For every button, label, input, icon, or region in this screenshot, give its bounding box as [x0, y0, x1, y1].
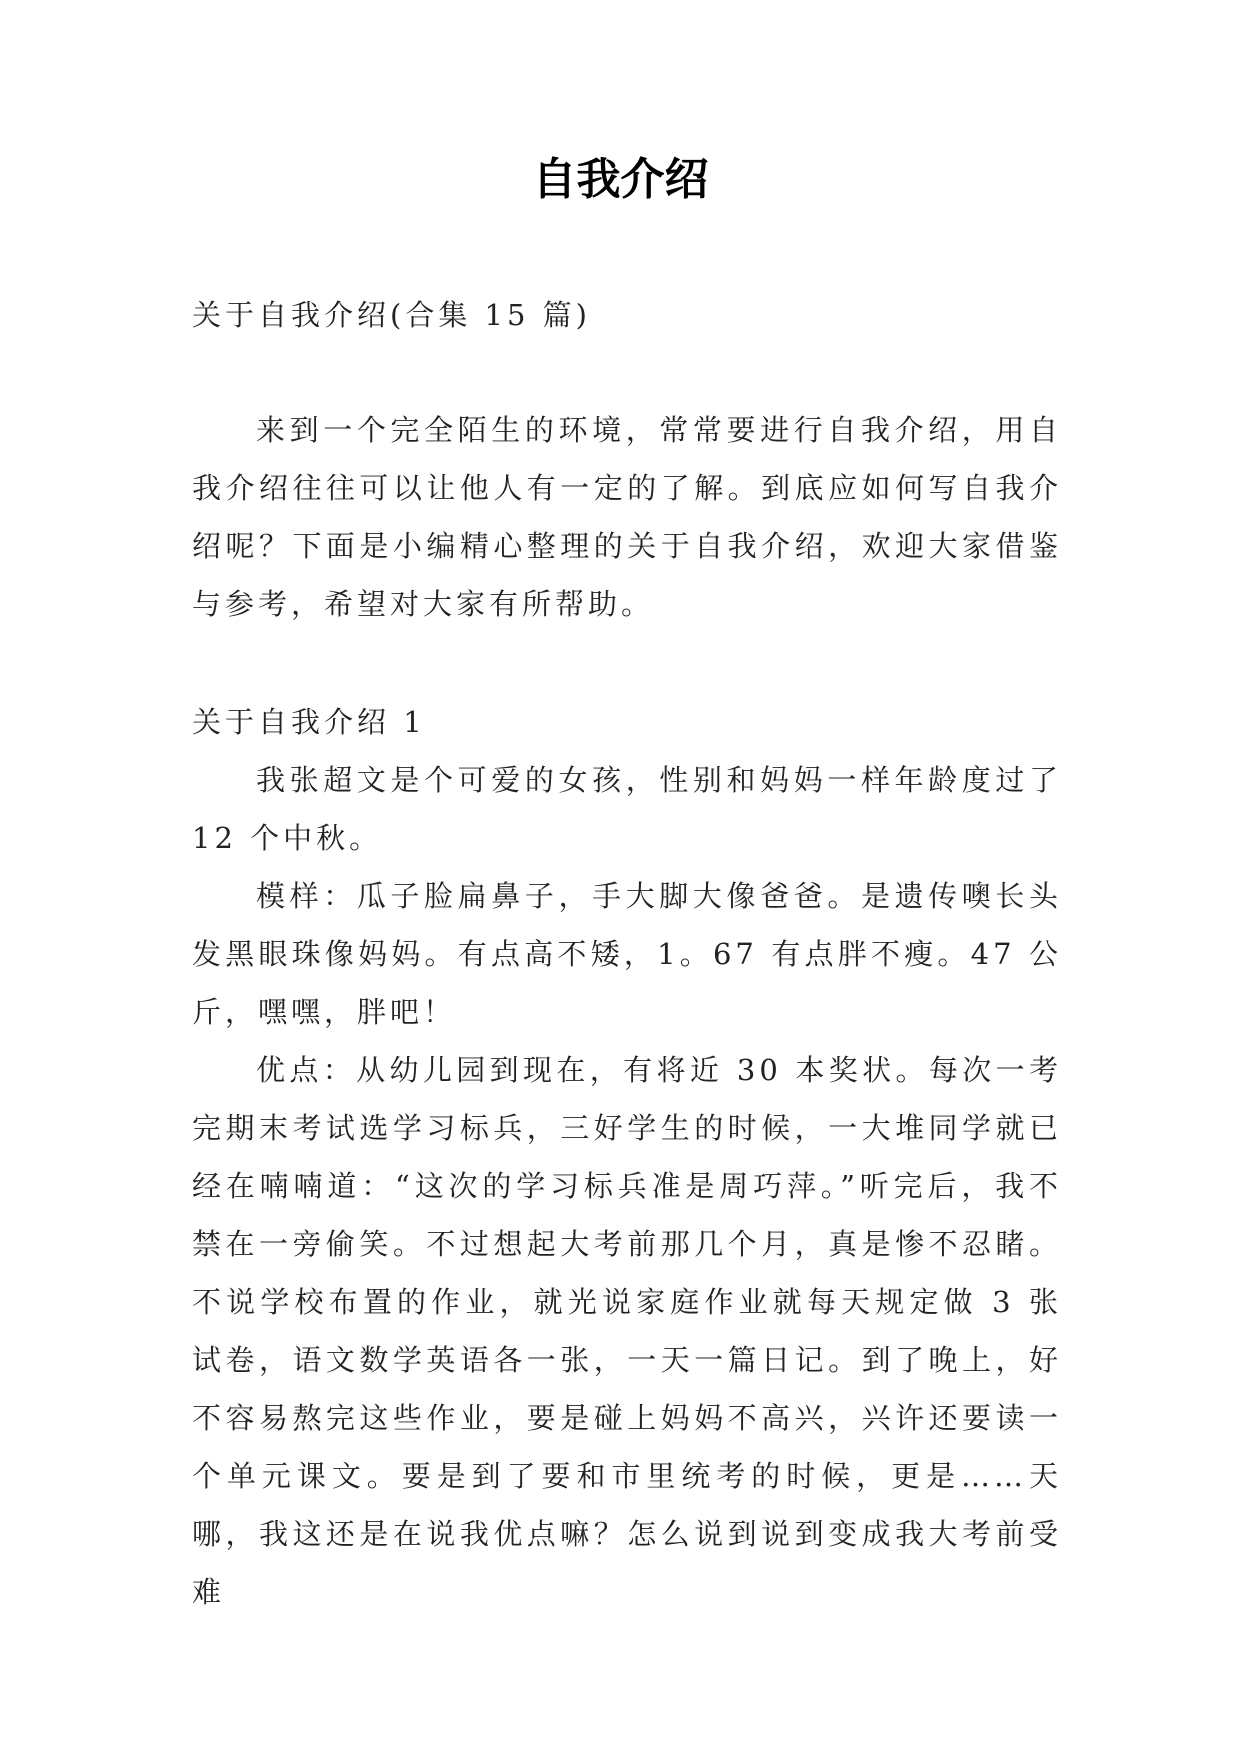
body-paragraph: 我张超文是个可爱的女孩，性别和妈妈一样年龄度过了 12 个中秋。 — [192, 763, 1062, 855]
intro-paragraph: 来到一个完全陌生的环境，常常要进行自我介绍，用自我介绍往往可以让他人有一定的了解。到底应如何写自我介绍呢？下面是小编精心整理的关于自我介绍，欢迎大家借鉴与参考，希望对大家有所帮助。 — [192, 413, 1062, 621]
body-paragraph: 模样：瓜子脸扁鼻子，手大脚大像爸爸。是遗传噢长头发黑眼珠像妈妈。有点高不矮，1。67 有点胖不瘦。47 公斤，嘿嘿，胖吧！ — [192, 879, 1062, 1029]
section-heading: 关于自我介绍 1 — [192, 705, 426, 739]
body-paragraph: 优点：从幼儿园到现在，有将近 30 本奖状。每次一考完期末考试选学习标兵，三好学生的时候，一大堆同学就已经在喃喃道：“这次的学习标兵准是周巧萍。”听完后，我不禁在一旁偷笑。不过想起大考前那几个月，真是惨不忍睹。不说学校布置的作业，就光说家庭作业就每天规定做 3 张试卷，语文数学英语各一张，一天一篇日记。到了晚上，好不容易熬完这些作业，要是碰上妈妈不高兴，兴许还要读一个单元课文。要是到了要和市里统考的时候，更是……天哪，我这还是在说我优点嘛？怎么说到说到变成我大考前受难 — [192, 1053, 1062, 1609]
document-title: 自我介绍 — [532, 154, 709, 205]
document-subtitle: 关于自我介绍(合集 15 篇) — [192, 298, 591, 332]
